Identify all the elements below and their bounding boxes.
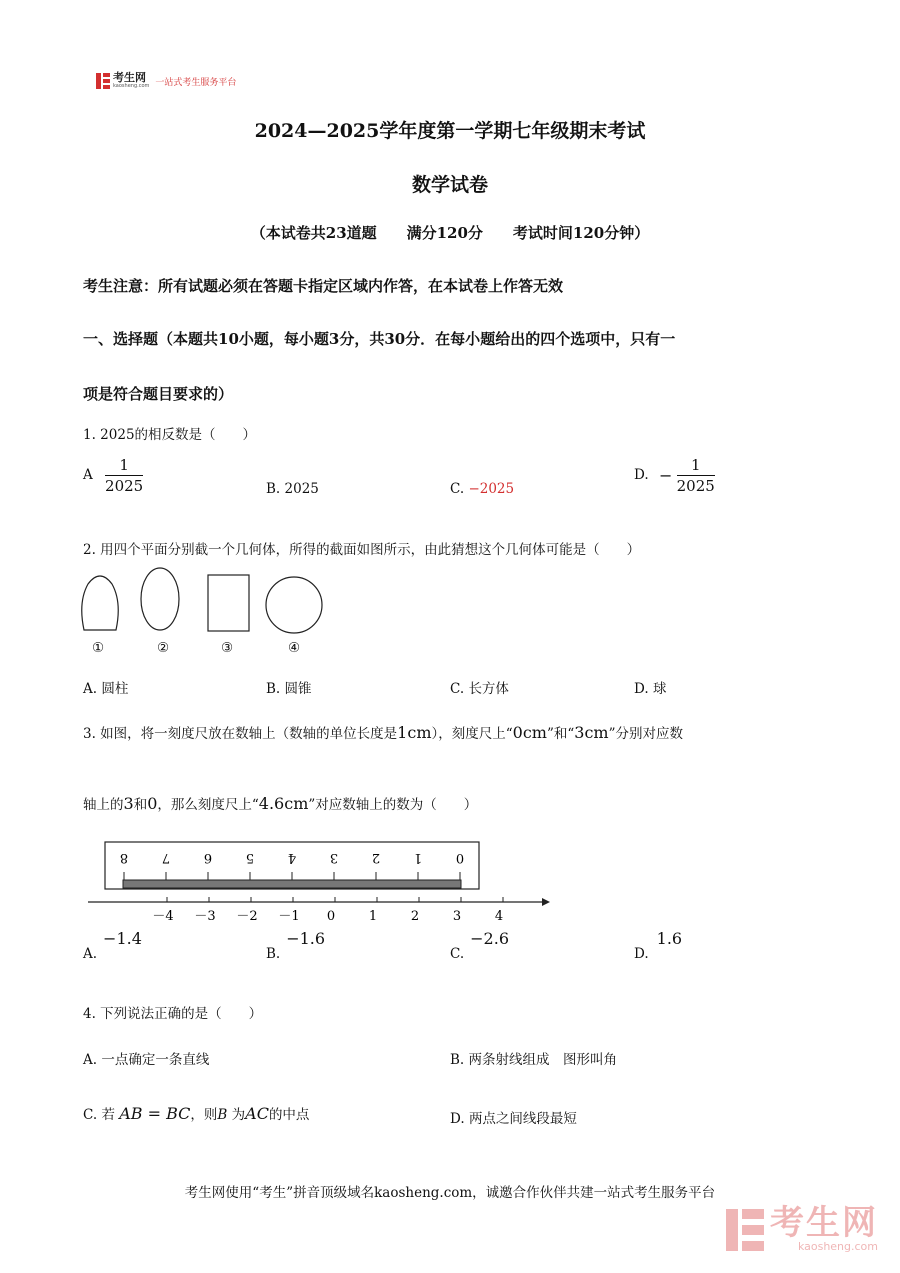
q1-a-label: A	[83, 467, 93, 483]
q3-a-label: A.	[83, 946, 98, 962]
q1-d-label: D.	[634, 467, 649, 483]
q3-text: 轴上的	[83, 797, 124, 813]
q1-d-num: 1	[677, 455, 715, 476]
fig-label-3: ③	[221, 640, 234, 656]
axis-tick-label: 4	[494, 909, 504, 924]
q2-cross-sections-figure	[78, 562, 338, 642]
q3-option-a	[83, 929, 142, 962]
q3-option-c	[450, 929, 509, 962]
fig-label-1: ①	[92, 640, 105, 656]
axis-tick-label: 3	[452, 909, 462, 924]
ruler-tick-label: 2	[371, 850, 381, 865]
exam-subtitle: 数学试卷	[411, 174, 488, 196]
q4-option-a	[83, 1048, 209, 1068]
watermark	[726, 1203, 878, 1253]
axis-tick-label: 2	[410, 909, 420, 924]
logo	[96, 73, 236, 89]
q4-a-label: A.	[83, 1052, 98, 1068]
q1-option-b	[266, 481, 319, 497]
ruler-tick-label: 8	[119, 850, 129, 865]
q4-c-point: B	[217, 1107, 228, 1123]
exam-title: 2024—2025学年度第一学期七年级期末考试	[254, 120, 646, 142]
q3-b-label: B.	[266, 946, 281, 962]
cross-section-4-circle	[266, 577, 322, 633]
axis-tick-label: －1	[278, 909, 300, 924]
ruler-tick-label: 4	[287, 850, 297, 865]
axis-tick-label: －4	[152, 909, 174, 924]
axis-arrow-icon	[542, 898, 550, 906]
q4-stem: 4. 下列说法正确的是（ ）	[83, 1006, 263, 1022]
q3-text: ”分别对应数	[608, 726, 683, 742]
q4-a-value: 一点确定一条直线	[101, 1052, 210, 1068]
logo-site: kaosheng.com	[113, 83, 150, 89]
axis-tick-label: －2	[236, 909, 258, 924]
ruler-tick-label: 3	[329, 850, 339, 865]
notice: 考生注意：所有试题必须在答题卡指定区域内作答，在本试卷上作答无效	[83, 277, 564, 295]
q2-option-a	[83, 677, 128, 697]
q3-option-d	[634, 929, 683, 962]
ruler-tick-label: 1	[413, 850, 423, 865]
q4-c-text: ，则	[190, 1107, 218, 1123]
cross-section-2-ellipse	[141, 568, 179, 630]
q3-stem-line1	[83, 722, 683, 742]
q3-text: 和	[133, 797, 148, 813]
ruler-tick-label: 0	[455, 850, 465, 865]
q2-b-label: B.	[266, 681, 281, 697]
cross-section-1-shape	[82, 576, 119, 630]
q4-d-value: 两点之间线段最短	[468, 1111, 577, 1127]
q3-text: 3. 如图，将一刻度尺放在数轴上（数轴的单位长度是	[83, 726, 398, 742]
q4-c-equation: AB = BC	[119, 1104, 191, 1123]
logo-slogan: 一站式考生服务平台	[155, 77, 237, 88]
section-heading: 一、选择题（本题共10小题，每小题3分，共30分．在每小题给出的四个选项中，只有一	[83, 330, 676, 348]
q3-text: ，那么刻度尺上“	[157, 797, 259, 813]
q3-b-value: −1.6	[286, 929, 326, 948]
q4-b-value: 两条射线组成 图形叫角	[468, 1052, 618, 1068]
q2-d-value: 球	[652, 681, 667, 697]
q3-text: ”对应数轴上的数为（ ）	[308, 797, 478, 813]
q2-a-label: A.	[83, 681, 98, 697]
q2-c-label: C.	[450, 681, 465, 697]
q1-option-a	[83, 455, 143, 496]
ruler-tick-label: 5	[245, 850, 255, 865]
q2-d-label: D.	[634, 681, 649, 697]
q3-option-b	[266, 929, 326, 962]
q1-d-den: 2025	[676, 477, 715, 495]
q2-option-d	[634, 677, 666, 697]
watermark-name: 考生网	[770, 1203, 878, 1243]
q3-n3: 3	[123, 794, 134, 813]
q4-c-text: 若	[101, 1107, 115, 1123]
q1-c-label: C.	[450, 481, 465, 497]
q1-b-label: B.	[266, 481, 281, 497]
cross-section-3-rectangle	[208, 575, 249, 631]
q3-unit: 1cm	[397, 723, 432, 742]
q1-option-d	[634, 455, 715, 496]
q4-option-b	[450, 1048, 617, 1068]
watermark-site: kaosheng.com	[797, 1240, 878, 1253]
q2-option-b	[266, 677, 312, 697]
q1-c-value: −2025	[468, 481, 515, 497]
q4-option-d	[450, 1107, 577, 1127]
axis-tick-label: －3	[194, 909, 216, 924]
q3-text: ），刻度尺上“	[431, 726, 513, 742]
q4-c-segment: AC	[245, 1104, 269, 1123]
q1-option-c	[450, 481, 514, 497]
axis-tick-label: 1	[368, 909, 378, 924]
q3-text: ”和“	[546, 726, 575, 742]
q4-b-label: B.	[450, 1052, 465, 1068]
q2-option-c	[450, 677, 509, 697]
q1-a-fraction	[105, 455, 143, 496]
q1-b-value: 2025	[284, 481, 319, 497]
q1-a-num: 1	[105, 455, 143, 476]
q3-stem-line2	[83, 793, 477, 813]
footer: 考生网使用“考生”拼音顶级域名kaosheng.com，诚邀合作伙伴共建一站式考生服务平台	[184, 1185, 716, 1201]
q3-val: 4.6cm	[258, 794, 309, 813]
q4-c-text: 的中点	[268, 1107, 310, 1123]
ruler-tick-label: 7	[161, 850, 171, 865]
q4-option-c	[83, 1103, 309, 1123]
q4-d-label: D.	[450, 1111, 465, 1127]
q1-a-den: 2025	[105, 477, 144, 495]
q3-ruler-numberline-figure	[80, 836, 550, 936]
q2-stem: 2. 用四个平面分别截一个几何体，所得的截面如图所示，由此猜想这个几何体可能是（ ）	[83, 542, 641, 558]
q3-d-value: 1.6	[656, 929, 683, 948]
q1-d-fraction	[677, 455, 715, 496]
q1-stem: 1. 2025的相反数是（ ）	[83, 427, 257, 443]
watermark-logo-icon	[726, 1209, 764, 1251]
logo-name: 考生网	[113, 71, 146, 84]
q4-c-text: 为	[231, 1107, 246, 1123]
q3-d-label: D.	[634, 946, 649, 962]
q2-a-value: 圆柱	[101, 681, 129, 697]
q3-c-label: C.	[450, 946, 465, 962]
q3-zero: 0cm	[512, 723, 547, 742]
q2-b-value: 圆锥	[284, 681, 312, 697]
ruler-tick-label: 6	[203, 850, 213, 865]
ruler-scale-bar	[123, 880, 461, 888]
q1-d-sign: −	[658, 466, 673, 485]
q2-c-value: 长方体	[468, 681, 509, 697]
axis-tick-label: 0	[326, 909, 336, 924]
axis-ticks	[152, 897, 503, 924]
fig-label-2: ②	[157, 640, 170, 656]
q3-n0: 0	[147, 794, 158, 813]
q4-c-label: C.	[83, 1107, 98, 1123]
q3-three: 3cm	[574, 723, 609, 742]
q3-c-value: −2.6	[470, 929, 509, 948]
fig-label-4: ④	[288, 640, 301, 656]
exam-info: （本试卷共23道题 满分120分 考试时间120分钟）	[250, 224, 650, 242]
logo-mark-icon	[96, 73, 110, 89]
q3-a-value: −1.4	[103, 929, 142, 948]
section-heading-cont: 项是符合题目要求的）	[83, 385, 234, 403]
